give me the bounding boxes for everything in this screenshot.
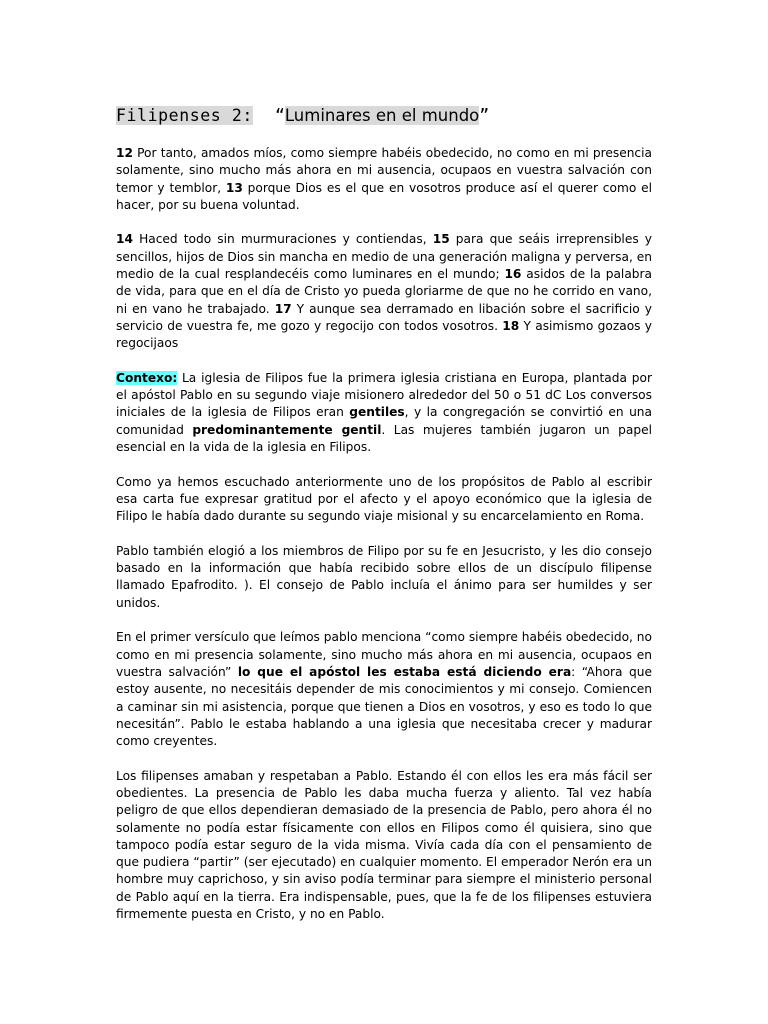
verse-number: 15 xyxy=(432,232,450,247)
document-body xyxy=(116,145,652,923)
document-title xyxy=(116,103,489,129)
paragraph-purpose: Como ya hemos escuchado anteriormente uno de los propósitos de Pablo al escribir esa carta fue expresar gratitud por el afecto y el apoyo económico que la iglesia de Filipo le había dado durante su segundo viaje misional y su encarcelamiento en Roma. xyxy=(116,474,652,524)
title-quote-close: ” xyxy=(479,106,490,125)
title-reference: Filipenses 2: xyxy=(116,106,253,125)
verse-number: 12 xyxy=(116,146,133,160)
verse-number: 16 xyxy=(504,267,522,282)
paragraph-context: Contexo: La iglesia de Filipos fue la primera iglesia cristiana en Europa, plantada por el apóstol Pablo en su segundo viaje misionero alrededor del 50 o 51 dC Los conversos iniciales de la iglesia de Filipos eran gentiles, y la congregación se convirtió en una comunidad predominantemente gentil. Las mujeres también jugaron un papel esencial en la vida de la iglesia en Filipos. xyxy=(116,370,652,455)
title-quote-open: “ xyxy=(274,106,285,125)
paragraph-praise: Pablo también elogió a los miembros de Filipo por su fe en Jesucristo, y les dio consejo basado en la información que había recibido sobre ellos de un discípulo filipense llamado Epafrodito. ). El consejo de Pablo incluía el ánimo para ser humildes y ser unidos. xyxy=(116,543,652,610)
verse-number: 17 xyxy=(274,301,292,316)
paragraph-philippians: Los filipenses amaban y respetaban a Pablo. Estando él con ellos les era más fácil ser obedientes. La presencia de Pablo les daba mucha fuerza y aliento. Tal vez había peligro de que ellos dependieran demasiado de la presencia de Pablo, pero ahora él no solamente no podía estar físicamente con ellos en Filipos como él quisiera, sino que tampoco podía estar seguro de la vida misma. Vivía cada día con el pensamiento de que pudiera “partir” (ser ejecutado) en cualquier momento. El emperador Nerón era un hombre muy caprichoso, y sin aviso podía terminar para siempre el ministerio personal de Pablo aquí en la tierra. Era indispensable, pues, que la fe de los filipenses estuviera firmemente puesta en Cristo, y no en Pablo. xyxy=(116,768,652,922)
verse-number: 14 xyxy=(116,232,133,247)
verse-number: 13 xyxy=(225,180,243,195)
title-main: Luminares en el mundo xyxy=(284,106,480,125)
paragraph-verses-14-18: 14 Haced todo sin murmuraciones y contiendas, 15 para que seáis irreprensibles y sencillos, hijos de Dios sin mancha en medio de una generación maligna y perversa, en medio de la cual resplandecéis como luminares en el mundo; 16 asidos de la palabra de vida, para que en el día de Cristo yo pueda gloriarme de que no he corrido en vano, ni en vano he trabajado. 17 Y aunque sea derramado en libación sobre el sacrificio y servicio de vuestra fe, me gozo y regocijo con todos vosotros. 18 Y asimismo gozaos y regocijaos xyxy=(116,232,653,351)
paragraph-first-verse: En el primer versículo que leímos pablo menciona “como siempre habéis obedecido, no como en mi presencia solamente, sino mucho más ahora en mi ausencia, ocupaos en vuestra salvación” lo que el apóstol les estaba está diciendo era: “Ahora que estoy ausente, no necesitáis depender de mis conocimientos y mi consejo. Comiencen a caminar sin mi asistencia, porque que tienen a Dios en vosotros, y eso es todo lo que necesitán”. Pablo le estaba hablando a una iglesia que necesitaba crecer y madurar como creyentes. xyxy=(116,630,652,749)
verse-number: 18 xyxy=(502,318,520,333)
context-label: Contexo: xyxy=(116,370,178,385)
paragraph-verses-12-13: 12 Por tanto, amados míos, como siempre habéis obedecido, no como en mi presencia solamente, sino mucho más ahora en mi ausencia, ocupaos en vuestra salvación con temor y temblor, 13 porque Dios es el que en vosotros produce así el querer como el hacer, por su buena voluntad. xyxy=(116,146,652,212)
